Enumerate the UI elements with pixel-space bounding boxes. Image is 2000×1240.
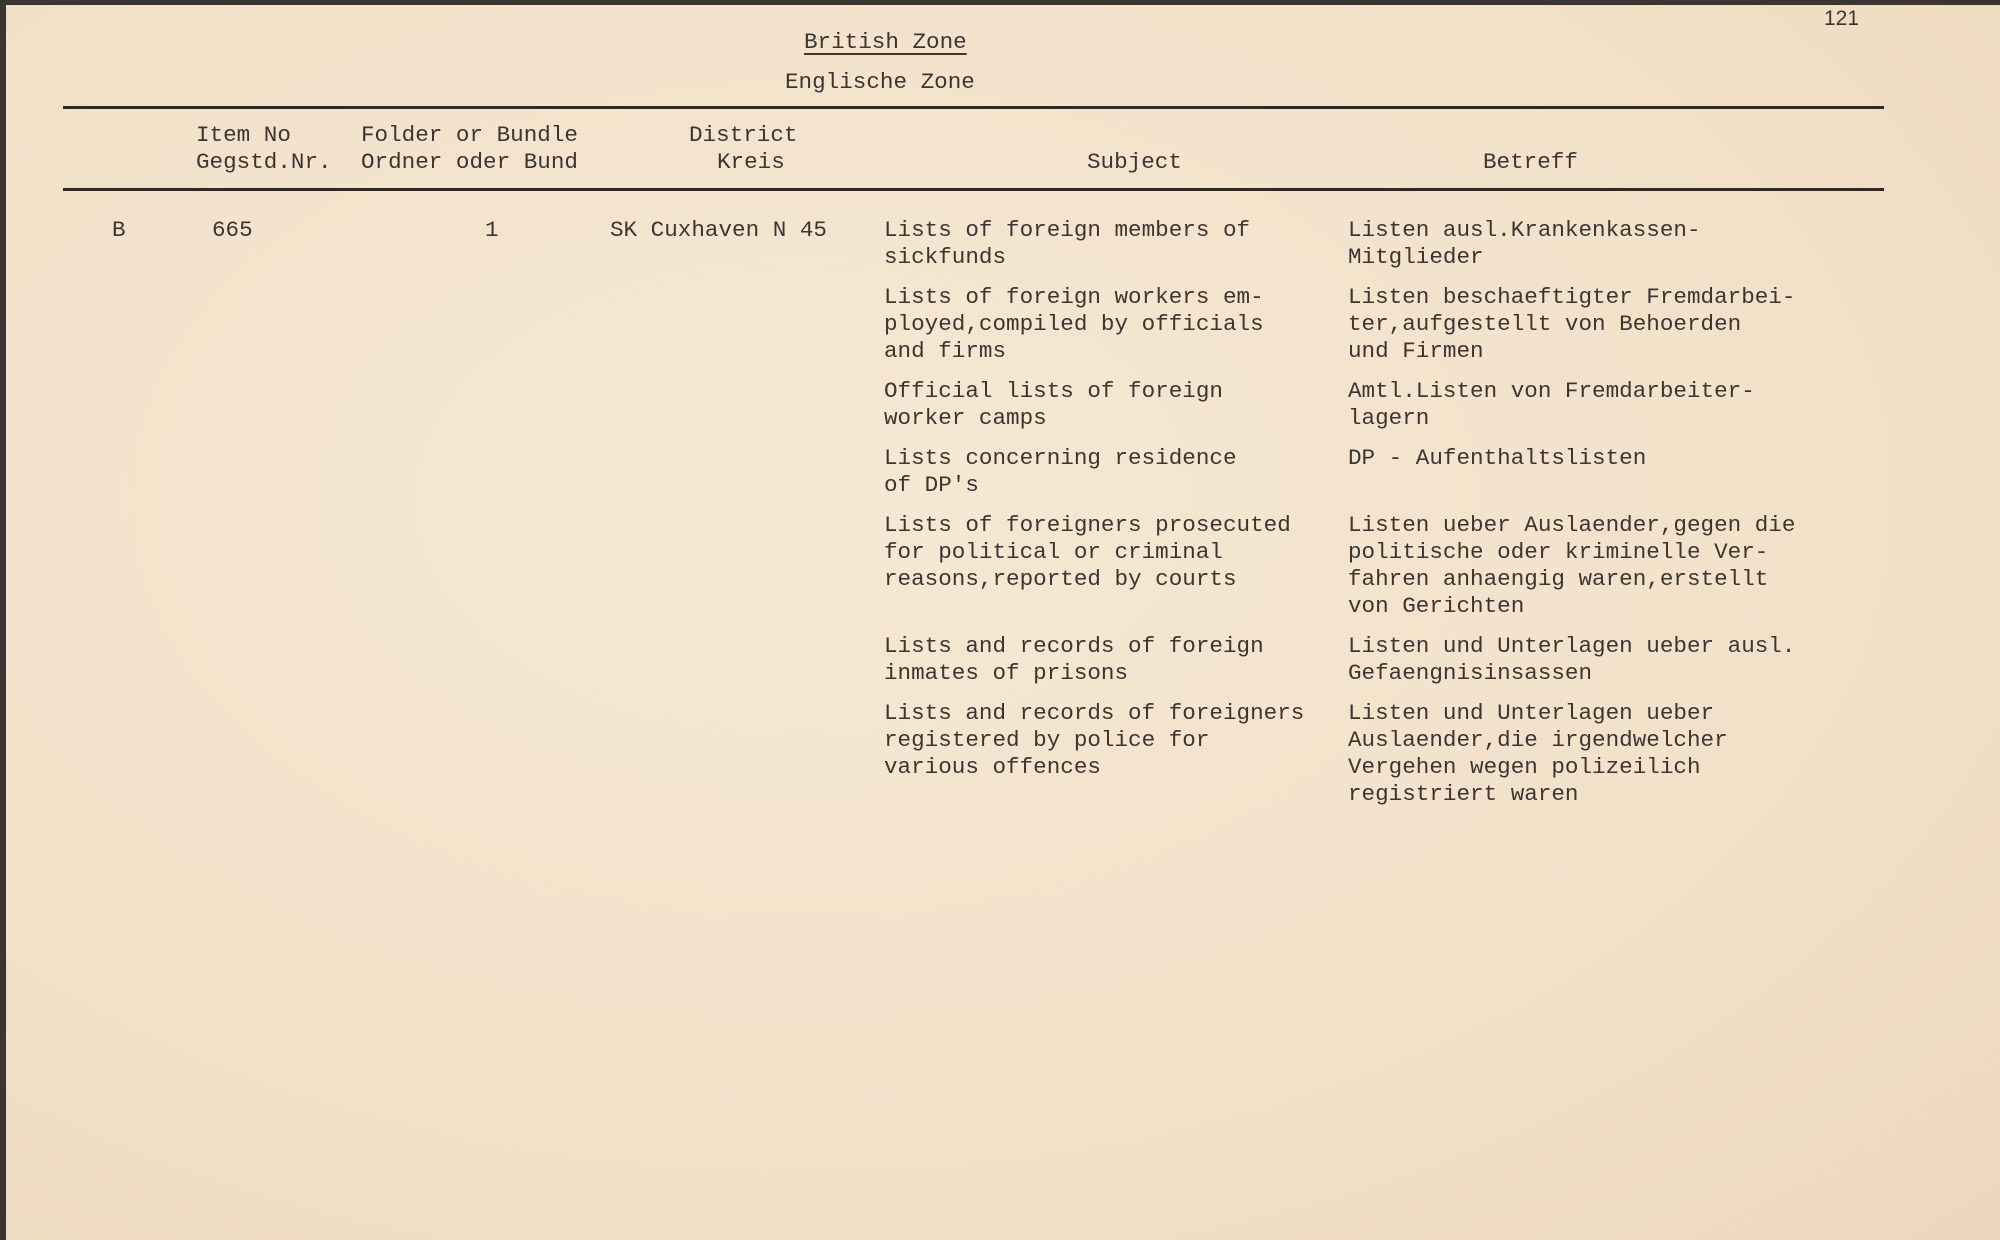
entry-item-no: 665 bbox=[212, 217, 253, 243]
subject-line: reasons,reported by courts bbox=[884, 566, 1237, 592]
betreff-cell bbox=[1348, 633, 1795, 687]
betreff-line: von Gerichten bbox=[1348, 593, 1525, 619]
subject-line: Lists of foreigners prosecuted bbox=[884, 512, 1291, 538]
subject-line: Lists of foreign members of bbox=[884, 217, 1251, 243]
header-folder-line-1: Folder or Bundle bbox=[361, 122, 578, 148]
subject-line: Lists and records of foreigners bbox=[884, 700, 1305, 726]
betreff-cell bbox=[1348, 700, 1728, 808]
subject-cell bbox=[884, 512, 1291, 593]
subject-line: various offences bbox=[884, 754, 1101, 780]
betreff-line: Listen und Unterlagen ueber ausl. bbox=[1348, 633, 1796, 659]
header-top-rule bbox=[63, 106, 1884, 109]
subject-line: and firms bbox=[884, 338, 1007, 364]
header-bottom-rule bbox=[63, 188, 1884, 191]
betreff-line: lagern bbox=[1348, 405, 1430, 431]
header-betreff: Betreff bbox=[1483, 149, 1578, 175]
betreff-cell bbox=[1348, 284, 1795, 365]
betreff-line: ter,aufgestellt von Behoerden bbox=[1348, 311, 1742, 337]
subject-line: Lists of foreign workers em- bbox=[884, 284, 1264, 310]
betreff-line: fahren anhaengig waren,erstellt bbox=[1348, 566, 1769, 592]
betreff-line: Gefaengnisinsassen bbox=[1348, 660, 1593, 686]
subject-line: Official lists of foreign bbox=[884, 378, 1223, 404]
subject-line: inmates of prisons bbox=[884, 660, 1129, 686]
subject-line: registered by police for bbox=[884, 727, 1210, 753]
betreff-line: Listen beschaeftigter Fremdarbei- bbox=[1348, 284, 1796, 310]
betreff-line: registriert waren bbox=[1348, 781, 1579, 807]
subject-cell bbox=[884, 445, 1237, 499]
subject-line: Lists and records of foreign bbox=[884, 633, 1264, 659]
document-page bbox=[6, 5, 2000, 1240]
betreff-line: Mitglieder bbox=[1348, 244, 1484, 270]
subject-line: of DP's bbox=[884, 472, 979, 498]
header-subject: Subject bbox=[1087, 149, 1182, 175]
subject-cell bbox=[884, 217, 1250, 271]
betreff-line: DP - Aufenthaltslisten bbox=[1348, 445, 1647, 471]
betreff-line: Listen und Unterlagen ueber bbox=[1348, 700, 1715, 726]
header-district-line-1: District bbox=[689, 122, 798, 148]
subject-line: ployed,compiled by officials bbox=[884, 311, 1264, 337]
betreff-line: und Firmen bbox=[1348, 338, 1484, 364]
betreff-line: Auslaender,die irgendwelcher bbox=[1348, 727, 1728, 753]
page-title: British Zone bbox=[804, 29, 967, 55]
betreff-cell bbox=[1348, 512, 1795, 620]
header-district-line-2: Kreis bbox=[717, 149, 785, 175]
betreff-line: politische oder kriminelle Ver- bbox=[1348, 539, 1769, 565]
betreff-cell bbox=[1348, 445, 1646, 472]
subject-line: worker camps bbox=[884, 405, 1047, 431]
betreff-line: Vergehen wegen polizeilich bbox=[1348, 754, 1701, 780]
subject-line: Lists concerning residence bbox=[884, 445, 1237, 471]
betreff-cell bbox=[1348, 378, 1755, 432]
betreff-line: Listen ueber Auslaender,gegen die bbox=[1348, 512, 1796, 538]
header-item-no-line-2: Gegstd.Nr. bbox=[196, 149, 332, 175]
subject-line: sickfunds bbox=[884, 244, 1007, 270]
entry-letter: B bbox=[112, 217, 126, 243]
page-subtitle: Englische Zone bbox=[785, 69, 975, 95]
subject-cell bbox=[884, 700, 1304, 781]
header-folder-line-2: Ordner oder Bund bbox=[361, 149, 578, 175]
entry-folder: 1 bbox=[485, 217, 499, 243]
page-number: 121 bbox=[1824, 7, 1860, 30]
betreff-cell bbox=[1348, 217, 1701, 271]
subject-cell bbox=[884, 378, 1223, 432]
betreff-line: Listen ausl.Krankenkassen- bbox=[1348, 217, 1701, 243]
subject-line: for political or criminal bbox=[884, 539, 1223, 565]
subject-cell bbox=[884, 633, 1264, 687]
header-item-no-line-1: Item No bbox=[196, 122, 291, 148]
subject-cell bbox=[884, 284, 1264, 365]
entry-district: SK Cuxhaven N 45 bbox=[610, 217, 827, 243]
betreff-line: Amtl.Listen von Fremdarbeiter- bbox=[1348, 378, 1755, 404]
